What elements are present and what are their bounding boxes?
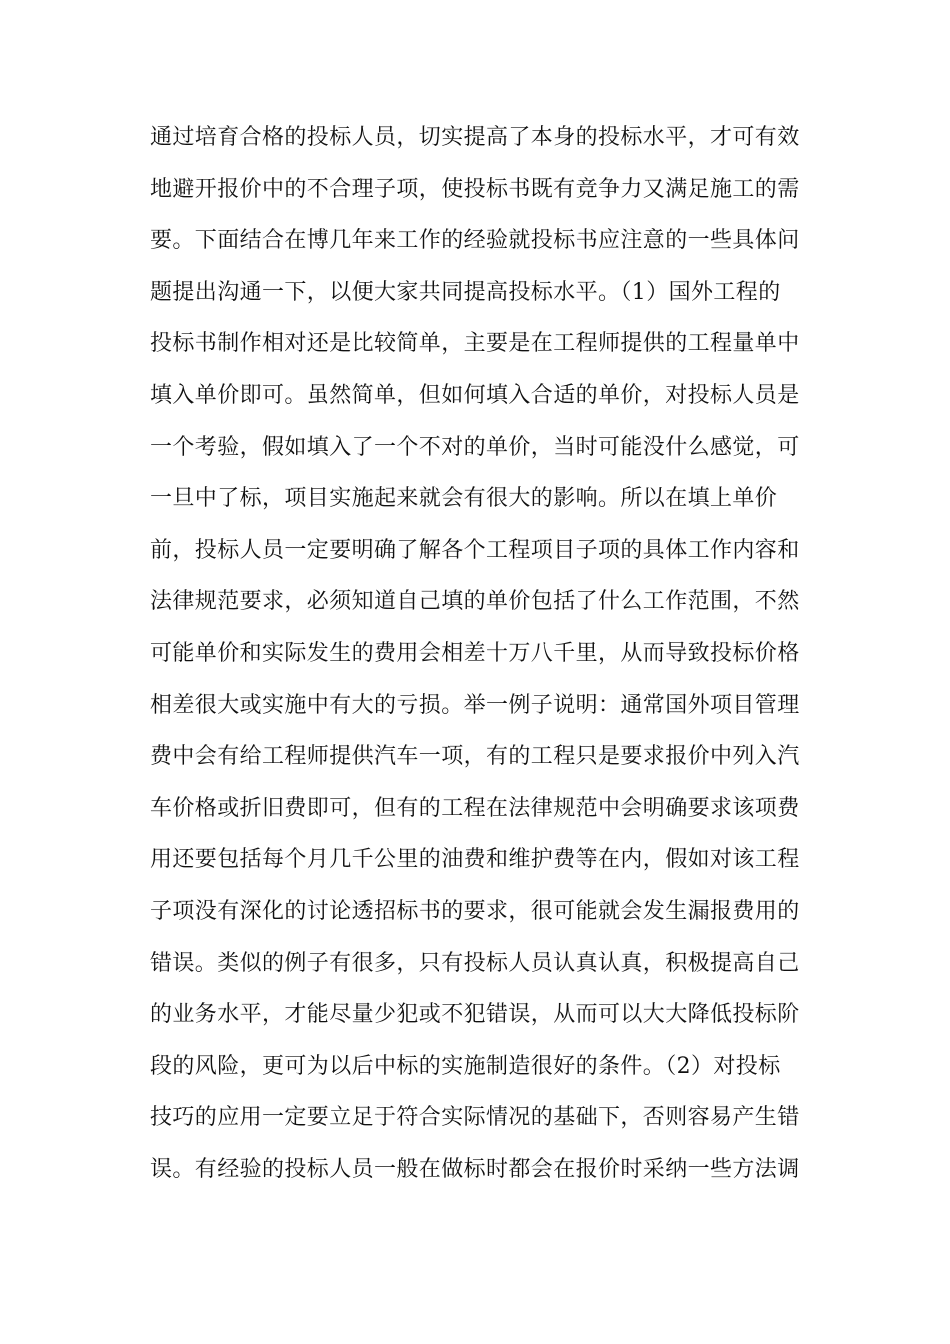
text-line: 可能单价和实际发生的费用会相差十万八千里，从而导致投标价格 bbox=[150, 640, 800, 666]
text-line: 一个考验，假如填入了一个不对的单价，当时可能没什么感觉，可 bbox=[150, 434, 800, 460]
text-line: 费中会有给工程师提供汽车一项，有的工程只是要求报价中列入汽 bbox=[150, 744, 800, 770]
text-line: 相差很大或实施中有大的亏损。举一例子说明：通常国外项目管理 bbox=[150, 692, 800, 718]
text-line: 题提出沟通一下，以便大家共同提高投标水平。（1）国外工程的 bbox=[150, 279, 781, 305]
text-line: 地避开报价中的不合理子项，使投标书既有竞争力又满足施工的需 bbox=[150, 176, 800, 202]
text-line: 车价格或折旧费即可，但有的工程在法律规范中会明确要求该项费 bbox=[150, 795, 800, 821]
text-line: 误。有经验的投标人员一般在做标时都会在报价时采纳一些方法调 bbox=[150, 1156, 800, 1182]
text-line: 用还要包括每个月几千公里的油费和维护费等在内，假如对该工程 bbox=[150, 847, 800, 873]
text-line: 错误。类似的例子有很多，只有投标人员认真认真，积极提高自己 bbox=[150, 950, 800, 976]
text-line: 填入单价即可。虽然简单，但如何填入合适的单价，对投标人员是 bbox=[150, 382, 800, 408]
text-line: 通过培育合格的投标人员，切实提高了本身的投标水平，才可有效 bbox=[150, 125, 800, 150]
text-line: 子项没有深化的讨论透招标书的要求，很可能就会发生漏报费用的 bbox=[150, 898, 800, 924]
text-line: 的业务水平，才能尽量少犯或不犯错误，从而可以大大降低投标阶 bbox=[150, 1002, 800, 1028]
text-line: 技巧的应用一定要立足于符合实际情况的基础下，否则容易产生错 bbox=[150, 1105, 800, 1131]
body-text bbox=[150, 118, 810, 1201]
text-line: 一旦中了标，项目实施起来就会有很大的影响。所以在填上单价 bbox=[150, 486, 778, 512]
text-line: 要。下面结合在博几年来工作的经验就投标书应注意的一些具体问 bbox=[150, 228, 800, 254]
text-line: 段的风险，更可为以后中标的实施制造很好的条件。（2）对投标 bbox=[150, 1053, 781, 1079]
text-line: 投标书制作相对还是比较简单，主要是在工程师提供的工程量单中 bbox=[150, 331, 800, 357]
text-line: 前，投标人员一定要明确了解各个工程项目子项的具体工作内容和 bbox=[150, 537, 800, 563]
text-line: 法律规范要求，必须知道自己填的单价包括了什么工作范围，不然 bbox=[150, 589, 800, 615]
